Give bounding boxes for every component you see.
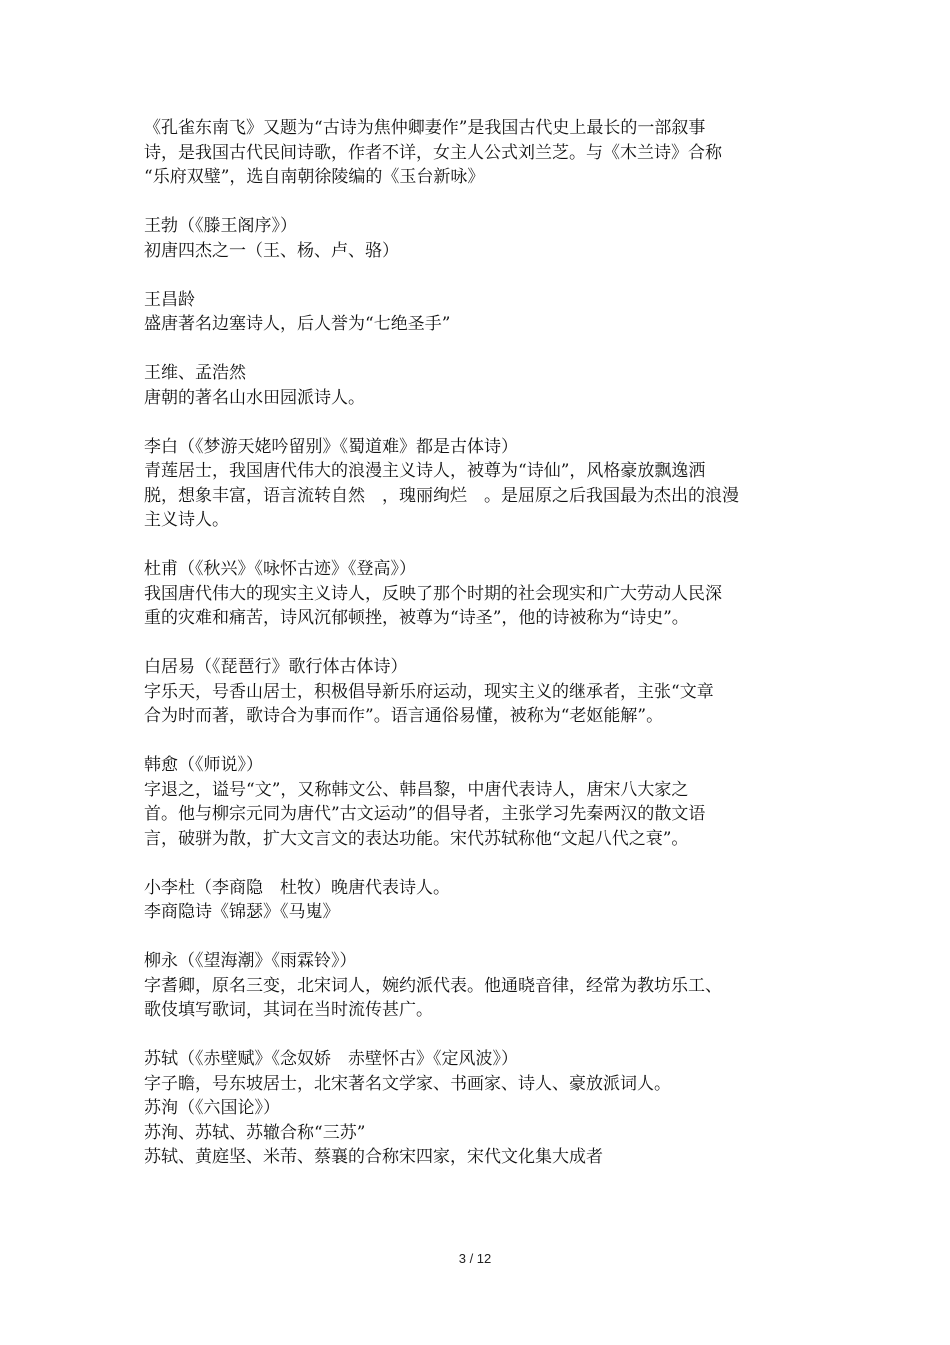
text-line: 李白（《梦游天姥吟留别》《蜀道难》都是古体诗） bbox=[144, 436, 518, 457]
text-line: 主义诗人。 bbox=[144, 510, 229, 530]
paragraph-gap bbox=[144, 631, 784, 656]
text-line: 王勃（《滕王阁序》） bbox=[144, 216, 297, 236]
text-line: 韩愈（《师说》） bbox=[144, 755, 263, 775]
paragraph-gap bbox=[144, 925, 784, 950]
text-line: 重的灾难和痛苦，诗风沉郁顿挫，被尊为“诗圣”，他的诗被称为“诗史”。 bbox=[144, 608, 689, 628]
text-line: 言，破骈为散，扩大文言文的表达功能。宋代苏轼称他“文起八代之衰”。 bbox=[144, 828, 689, 849]
paragraph-gap bbox=[144, 337, 784, 362]
text-line: 小李杜（李商隐 杜牧）晚唐代表诗人。 bbox=[144, 877, 450, 898]
text-line: 字耆卿，原名三变，北宋词人，婉约派代表。他通晓音律，经常为教坊乐工、 bbox=[144, 975, 722, 996]
text-line: 唐朝的著名山水田园派诗人。 bbox=[144, 387, 365, 408]
text-line: 初唐四杰之一（王、杨、卢、骆） bbox=[144, 240, 399, 261]
text-line: 白居易（《琵琶行》歌行体古体诗） bbox=[144, 657, 408, 677]
paragraph-gap bbox=[144, 263, 784, 288]
text-line: 字子瞻，号东坡居士，北宋著名文学家、书画家、诗人、豪放派词人。 bbox=[144, 1073, 671, 1094]
text-line: 盛唐著名边塞诗人，后人誉为“七绝圣手” bbox=[144, 314, 451, 334]
paragraph-gap bbox=[144, 729, 784, 754]
text-line: 苏洵、苏轼、苏辙合称“三苏” bbox=[144, 1122, 366, 1143]
page-number: 3 / 12 bbox=[458, 1251, 492, 1266]
text-line: “乐府双璧”，选自南朝徐陵编的《玉台新咏》 bbox=[144, 167, 485, 187]
text-line: 苏洵（《六国论》） bbox=[144, 1098, 280, 1118]
paragraph-gap bbox=[144, 1023, 784, 1048]
text-line: 李商隐诗《锦瑟》《马嵬》 bbox=[144, 902, 340, 922]
text-line: 合为时而著，歌诗合为事而作”。语言通俗易懂，被称为“老妪能解”。 bbox=[144, 706, 664, 726]
text-line: 王昌龄 bbox=[144, 289, 195, 310]
paragraph-gap bbox=[144, 851, 784, 876]
text-line: 柳永（《望海潮》《雨霖铃》） bbox=[144, 951, 357, 971]
text-line: 我国唐代伟大的现实主义诗人，反映了那个时期的社会现实和广大劳动人民深 bbox=[144, 583, 722, 604]
text-line: 首。他与柳宗元同为唐代”古文运动”的倡导者，主张学习先秦两汉的散文语 bbox=[144, 804, 706, 824]
text-line: 王维、孟浩然 bbox=[144, 363, 246, 383]
paragraph-gap bbox=[144, 410, 784, 435]
text-line: 苏轼（《赤壁赋》《念奴娇 赤壁怀古》《定风波》） bbox=[144, 1049, 518, 1069]
paragraph-gap bbox=[144, 533, 784, 558]
text-line: 字退之，谥号“文”，又称韩文公、韩昌黎，中唐代表诗人，唐宋八大家之 bbox=[144, 779, 689, 800]
text-line: 脱，想象丰富，语言流转自然 ，瑰丽绚烂 。是屈原之后我国最为杰出的浪漫 bbox=[144, 485, 739, 506]
text-line: 歌伎填写歌词，其词在当时流传甚广。 bbox=[144, 1000, 433, 1020]
text-line: 杜甫（《秋兴》《咏怀古迹》《登高》） bbox=[144, 559, 416, 579]
text-line: 字乐天，号香山居士，积极倡导新乐府运动，现实主义的继承者，主张“文章 bbox=[144, 681, 714, 702]
text-line: 青莲居士，我国唐代伟大的浪漫主义诗人，被尊为“诗仙”，风格豪放飘逸洒 bbox=[144, 461, 706, 481]
text-line: 《孔雀东南飞》又题为“古诗为焦仲卿妻作”是我国古代史上最长的一部叙事 bbox=[144, 118, 706, 138]
text-line: 诗，是我国古代民间诗歌，作者不详，女主人公式刘兰芝。与《木兰诗》合称 bbox=[144, 142, 722, 163]
paragraph-gap bbox=[144, 190, 784, 215]
document-body bbox=[144, 116, 784, 1170]
text-line: 苏轼、黄庭坚、米芾、蔡襄的合称宋四家，宋代文化集大成者 bbox=[144, 1147, 603, 1167]
